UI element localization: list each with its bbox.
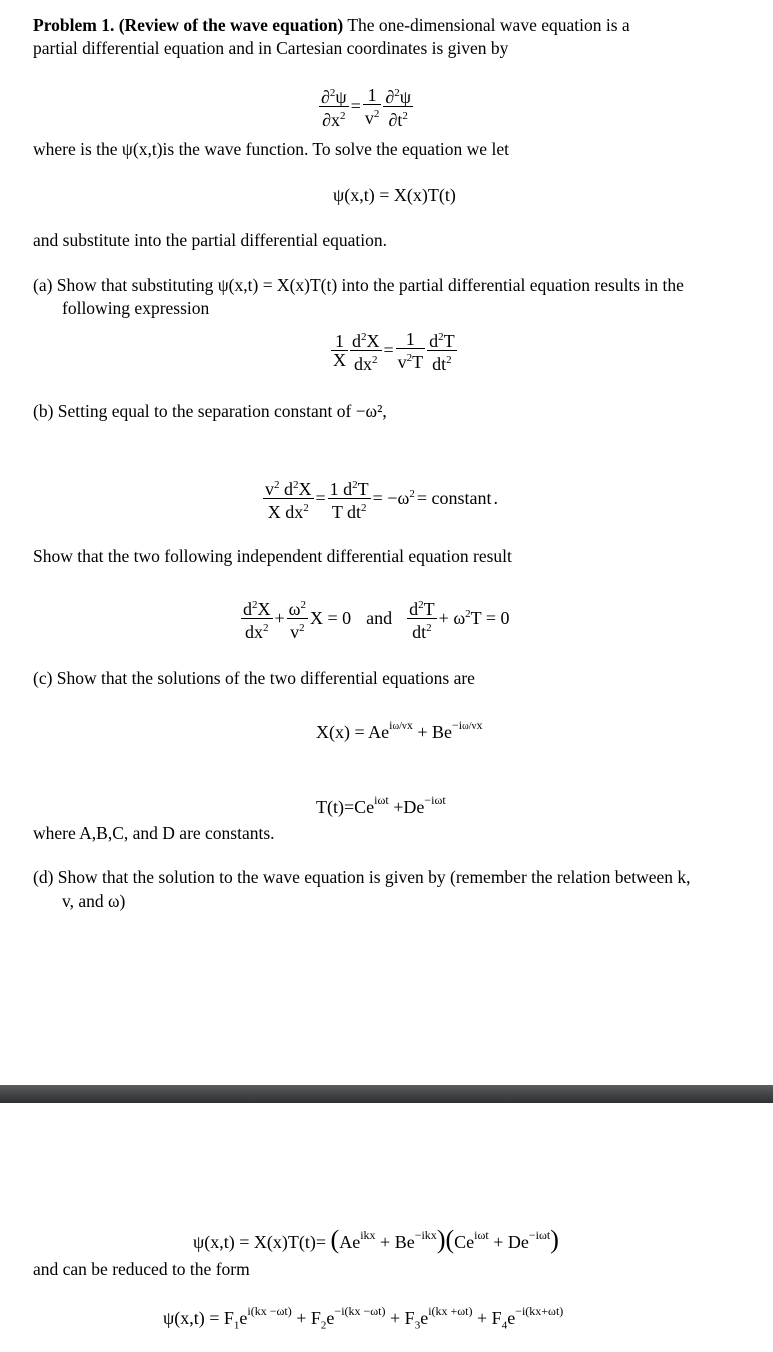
reduced-solution: $\psi(x,t) = F_1e^{i(kx -\omega t)} + F_2e^{-i(kx -\omega t)} + F_3e^{i(kx +\omega t)} + F_4e^{-i(kx+\omega t)}$ bbox=[163, 1304, 564, 1332]
part-b-equation: $\frac{v^2 d^2X}{X dx^2}$ = $\frac{1 d^2T}{T dt^2}$ = $-\omega^2$ = constant . bbox=[262, 476, 499, 521]
frac-1-x: $\frac{1}{X}$ bbox=[333, 331, 346, 370]
frac-d2t-dt2: $\frac{d^2T}{dt^2}$ bbox=[427, 328, 457, 373]
independent-equations: $\frac{d^2X}{dx^2}$ + $\frac{\omega^2}{v^2}$ X = 0 and $\frac{d^2T}{dt^2}$ + $\omega^2T = 0$ bbox=[240, 596, 511, 641]
wave-solution: $\psi(x,t) = X(x)T(t)= (Ae^{ikx} + Be^{-ikx})(Ce^{i\omega t} + De^{-i\omega t})$ bbox=[193, 1225, 559, 1254]
part-d-line2: v, and ω) bbox=[62, 891, 126, 911]
part-b-result: Show that the two following independent differential equation result bbox=[33, 546, 512, 566]
frac-w2-v2: $\frac{\omega^2}{v^2}$ bbox=[287, 596, 308, 641]
frac-1-v2: $\frac{1}{v^2}$ bbox=[364, 85, 380, 128]
page-separator bbox=[0, 1085, 773, 1103]
problem-title: Problem 1. bbox=[33, 15, 115, 35]
frac-d2x-dx2-b: $\frac{d^2X}{dx^2}$ bbox=[241, 596, 273, 641]
separation-equation: ψ(x,t) = X(x)T(t) bbox=[333, 185, 456, 205]
constant-label: = constant bbox=[416, 488, 492, 508]
part-b-line: (b) Setting equal to the separation constant of −ω², bbox=[33, 401, 387, 421]
part-a-equation: $\frac{1}{X}$ $\frac{d^2X}{dx^2}$ = $\frac{1}{v^2T}$ $\frac{d^2T}{dt^2}$ bbox=[333, 329, 455, 374]
and-word: and bbox=[366, 608, 393, 628]
frac-d2psi-dt2: $\frac{\partial^2\psi}{\partial t^2}$ bbox=[383, 84, 413, 129]
intro-text: The one-dimensional wave equation is a bbox=[343, 15, 630, 35]
part-c-line: (c) Show that the solutions of the two differential equations are bbox=[33, 668, 475, 688]
part-a-line2: following expression bbox=[62, 298, 210, 318]
frac-d2psi-dx2: $\frac{\partial^2\psi}{\partial x^2}$ bbox=[319, 84, 349, 129]
part-c-constants: where A,B,C, and D are constants. bbox=[33, 823, 275, 843]
frac-d2x-dx2: $\frac{d^2X}{dx^2}$ bbox=[350, 328, 382, 373]
problem-subtitle: (Review of the wave equation) bbox=[118, 15, 344, 35]
substitute-line: and substitute into the partial differential equation. bbox=[33, 230, 387, 250]
frac-1-t-d2t: $\frac{1 d^2T}{T dt^2}$ bbox=[328, 476, 371, 521]
frac-d2t-dt2-b: $\frac{d^2T}{dt^2}$ bbox=[407, 596, 437, 641]
frac-1-v2t: $\frac{1}{v^2T}$ bbox=[397, 329, 424, 372]
wave-equation: $\frac{\partial^2\psi}{\partial x^2}$ = $\frac{1}{v^2}$ $\frac{\partial^2\psi}{\partial t^2}$ bbox=[321, 85, 412, 130]
solution-t: $T(t)=Ce^{i\omega t} +De^{-i\omega t}$ bbox=[316, 793, 446, 817]
solution-x: $X(x) = Ae^{i\omega/vx} + Be^{-i\omega/vx}$ bbox=[316, 718, 483, 742]
problem-heading bbox=[33, 14, 630, 36]
where-line: where is the ψ(x,t)is the wave function. To solve the equation we let bbox=[33, 139, 509, 159]
part-d-line1: (d) Show that the solution to the wave equation is given by (remember the relation between k, bbox=[33, 867, 691, 887]
frac-v2-x: $\frac{v^2 d^2X}{X dx^2}$ bbox=[263, 476, 314, 521]
reduce-line: and can be reduced to the form bbox=[33, 1259, 250, 1279]
part-a-line1: (a) Show that substituting ψ(x,t) = X(x)T(t) into the partial differential equation results in the bbox=[33, 275, 684, 295]
intro-line-2: partial differential equation and in Cartesian coordinates is given by bbox=[33, 38, 509, 58]
